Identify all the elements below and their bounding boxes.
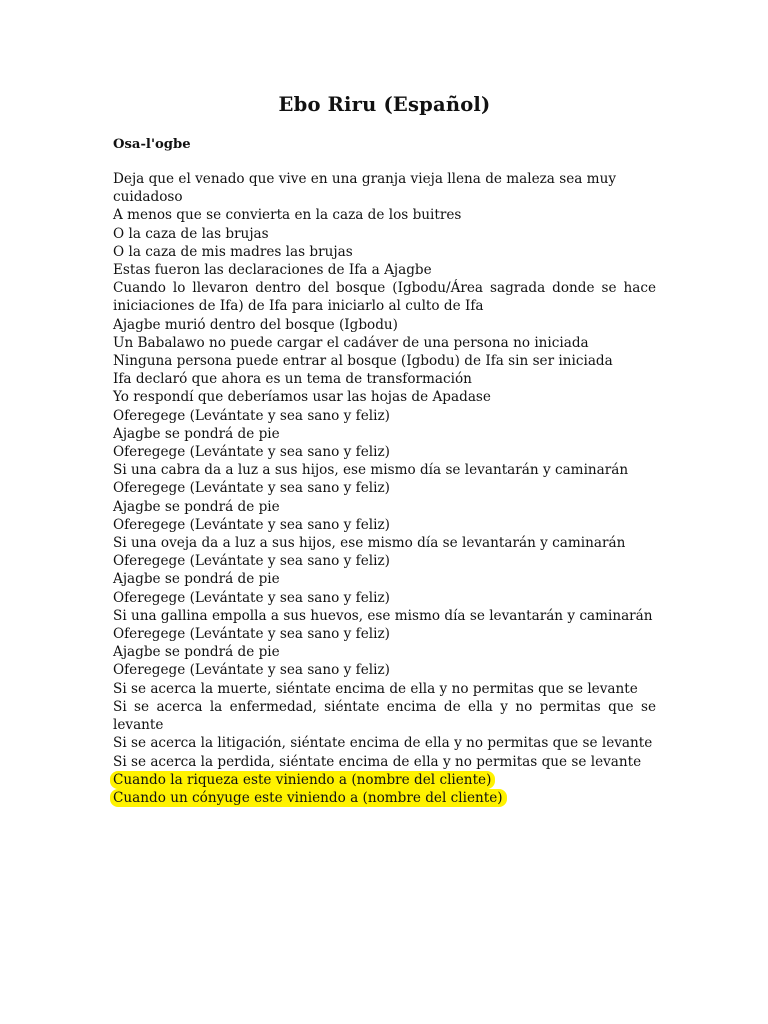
text-line: Oferegege (Levántate y sea sano y feliz) <box>113 407 390 424</box>
text-line: Un Babalawo no puede cargar el cadáver de una persona no iniciada <box>113 334 589 351</box>
text-line: Deja que el venado que vive en una granja vieja llena de maleza sea muy cuidadoso <box>113 171 617 206</box>
text-line: Si se acerca la enfermedad, siéntate encima de ella y no permitas que se levante <box>113 698 656 734</box>
text-line: Ifa declaró que ahora es un tema de transformación <box>113 371 472 388</box>
text-line: Yo respondí que deberíamos usar las hojas de Apadase <box>113 389 491 406</box>
text-line: A menos que se convierta en la caza de los buitres <box>113 207 462 224</box>
text-line: O la caza de mis madres las brujas <box>113 243 353 260</box>
text-line: O la caza de las brujas <box>113 225 269 242</box>
text-line: Estas fueron las declaraciones de Ifa a Ajagbe <box>113 262 432 279</box>
text-line: Si se acerca la perdida, siéntate encima de ella y no permitas que se levante <box>113 753 642 770</box>
text-line: Si se acerca la muerte, siéntate encima de ella y no permitas que se levante <box>113 680 638 697</box>
text-line: Si una oveja da a luz a sus hijos, ese mismo día se levantarán y caminarán <box>113 535 626 552</box>
text-line: Oferegege (Levántate y sea sano y feliz) <box>113 662 390 679</box>
text-line: Oferegege (Levántate y sea sano y feliz) <box>113 444 390 461</box>
text-line: Cuando lo llevaron dentro del bosque (Igbodu/Área sagrada donde se hace iniciaciones de Ifa) de Ifa para iniciarlo al culto de Ifa <box>113 280 656 315</box>
text-line: Ajagbe se pondrá de pie <box>113 498 280 515</box>
highlight-marker: Cuando la riqueza este viniendo a (nombre del cliente) <box>110 771 495 789</box>
text-line: Oferegege (Levántate y sea sano y feliz) <box>113 516 390 533</box>
highlighted-line <box>113 771 656 789</box>
highlighted-line <box>113 789 656 807</box>
text-line: Ajagbe se pondrá de pie <box>113 425 280 442</box>
document-page <box>113 92 656 807</box>
text-line: Ajagbe se pondrá de pie <box>113 571 280 588</box>
highlight-marker: Cuando un cónyuge este viniendo a (nombre del cliente) <box>110 789 507 807</box>
document-body <box>113 170 656 807</box>
document-title: Ebo Riru (Español) <box>278 93 491 116</box>
text-line: Ninguna persona puede entrar al bosque (Igbodu) de Ifa sin ser iniciada <box>113 353 613 370</box>
text-line: Si una gallina empolla a sus huevos, ese mismo día se levantarán y caminarán <box>113 607 653 624</box>
text-line: Si una cabra da a luz a sus hijos, ese mismo día se levantarán y caminarán <box>113 462 629 479</box>
text-line: Ajagbe murió dentro del bosque (Igbodu) <box>113 316 398 333</box>
text-line: Ajagbe se pondrá de pie <box>113 644 280 661</box>
text-line: Oferegege (Levántate y sea sano y feliz) <box>113 626 390 643</box>
text-line: Si se acerca la litigación, siéntate encima de ella y no permitas que se levante <box>113 735 653 752</box>
section-heading: Osa-l'ogbe <box>113 137 191 152</box>
text-line: Oferegege (Levántate y sea sano y feliz) <box>113 589 390 606</box>
text-line: Oferegege (Levántate y sea sano y feliz) <box>113 553 390 570</box>
text-line: Oferegege (Levántate y sea sano y feliz) <box>113 480 390 497</box>
